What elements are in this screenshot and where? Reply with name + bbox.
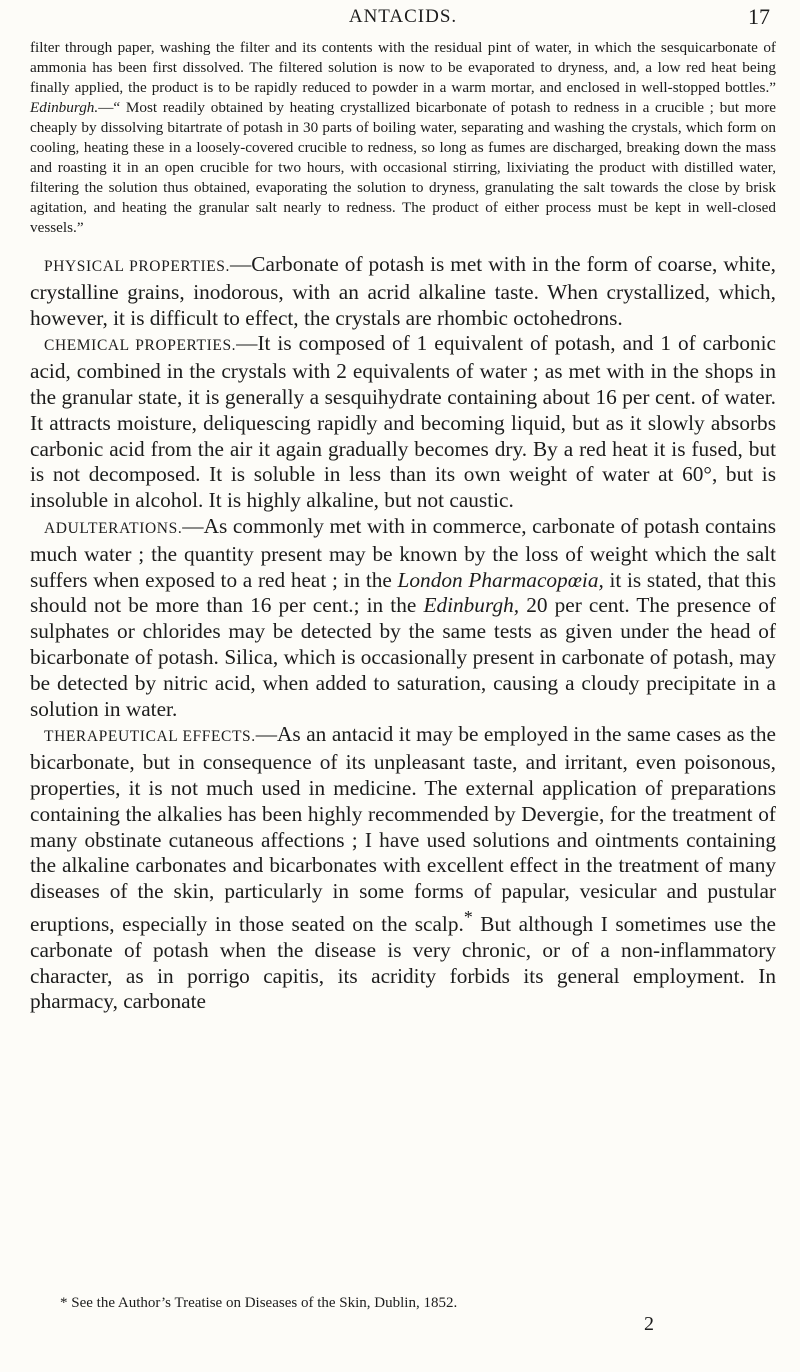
chemical-properties-paragraph <box>30 331 776 514</box>
chemical-properties-text: —It is composed of 1 equivalent of potash, and 1 of carbonic acid, combined in the crystals with 2 equivalents of water ; as met with in the shops in the granular state, it is generally a sesquihydrate containing about 16 per cent. of water. It attracts moisture, deliquescing rapidly and becoming liquid, but as it slowly absorbs carbonic acid from the air it again gradually becomes dry. By a red heat it is fused, but is not decomposed. It is soluble in less than its own weight of water at 60°, but is insoluble in alcohol. It is highly alkaline, but not caustic. <box>30 331 776 513</box>
physical-properties-text: —Carbonate of potash is met with in the form of coarse, white, crystalline grains, inodorous, with an acrid alkaline taste. When crystallized, which, however, it is difficult to effect, the crystals are rhombic octohedrons. <box>30 252 777 330</box>
edinburgh-italic-2: Edinburgh, <box>423 593 520 618</box>
london-pharmacopoeia-italic: London Pharmacopœia, <box>397 567 604 592</box>
edinburgh-italic: Edinburgh. <box>30 99 99 116</box>
physical-properties-paragraph <box>30 252 776 331</box>
main-text <box>30 252 776 1015</box>
adulterations-text-2: it is stated, that this should not be more than 16 per cent.; in the <box>30 567 776 618</box>
book-page <box>30 0 776 1015</box>
therapeutical-effects-heading: THERAPEUTICAL EFFECTS. <box>44 728 256 746</box>
therapeutical-text-1: —As an antacid it may be employed in the same cases as the bicarbonate, but in consequence of its unpleasant taste, and irritant, even poisonous, properties, it is not much used in medicine. The external application of preparations containing the alkalies has been highly recommended by Devergie, for the treatment of many obstinate cutaneous affections ; I have used solutions and ointments containing the alkaline carbonates and bicarbonates with excellent effect in the treatment of many diseases of the skin, particularly in some forms of papular, vesicular and pustular eruptions, especially in those seated on the scalp. <box>30 722 776 937</box>
footnote: * See the Author’s Treatise on Diseases of the Skin, Dublin, 1852. <box>60 1295 458 1311</box>
preceding-text-1: filter through paper, washing the filter and its contents with the residual pint of water, in which the sesquicarbonate of ammonia has been first dissolved. The filtered solution is now to be evaporated to dryness, and, a low red heat being finally applied, the product is to be rapidly reduced to powder in a warm mortar, and enclosed in well-stopped bottles.” <box>30 39 776 96</box>
adulterations-text-1: —As commonly met with in commerce, carbonate of potash contains much water ; the quantity present may be known by the loss of weight which the salt suffers when exposed to a red heat ; in the <box>30 513 776 592</box>
therapeutical-text-2: But although I sometimes use the carbonate of potash when the disease is very chronic, or of a non-inflammatory character, as in porrigo capitis, its acridity forbids its general employment. In pharmacy, carbonate <box>30 912 776 1014</box>
physical-properties-heading: PHYSICAL PROPERTIES. <box>44 258 230 275</box>
adulterations-heading: ADULTERATIONS. <box>44 519 183 537</box>
preceding-paragraph <box>30 38 776 238</box>
therapeutical-effects-paragraph <box>30 722 776 1015</box>
chemical-properties-heading: CHEMICAL PROPERTIES. <box>44 337 237 355</box>
signature-mark: 2 <box>644 1313 654 1335</box>
adulterations-paragraph <box>30 514 776 722</box>
page-header <box>30 0 776 38</box>
preceding-text-2: —“ Most readily obtained by heating crystallized bicarbonate of potash to redness in a crucible ; but more cheaply by dissolving bitartrate of potash in 30 parts of boiling water, separating and washing the crystals, which form on cooling, heating these in a loosely-covered crucible to redness, so long as fumes are discharged, breaking down the mass and roasting it in an open crucible for two hours, with occasional stirring, lixiviating the product with distilled water, filtering the solution thus obtained, evaporating the solution to dryness, granulating the salt towards the close by brisk agitation, and heating the granular salt nearly to redness. The product of either process must be kept in well-closed vessels.” <box>30 99 776 236</box>
page-number: 17 <box>748 4 770 29</box>
adulterations-text-3: 20 per cent. The presence of sulphates or chlorides may be detected by the same tests as given under the head of bicarbonate of potash. Silica, which is occasionally present in carbonate of potash, may be detected by nitric acid, when added to saturation, causing a cloudy precipitate in a solution in water. <box>30 593 776 721</box>
running-title: ANTACIDS. <box>348 6 458 27</box>
footnote-marker: * <box>463 906 473 927</box>
